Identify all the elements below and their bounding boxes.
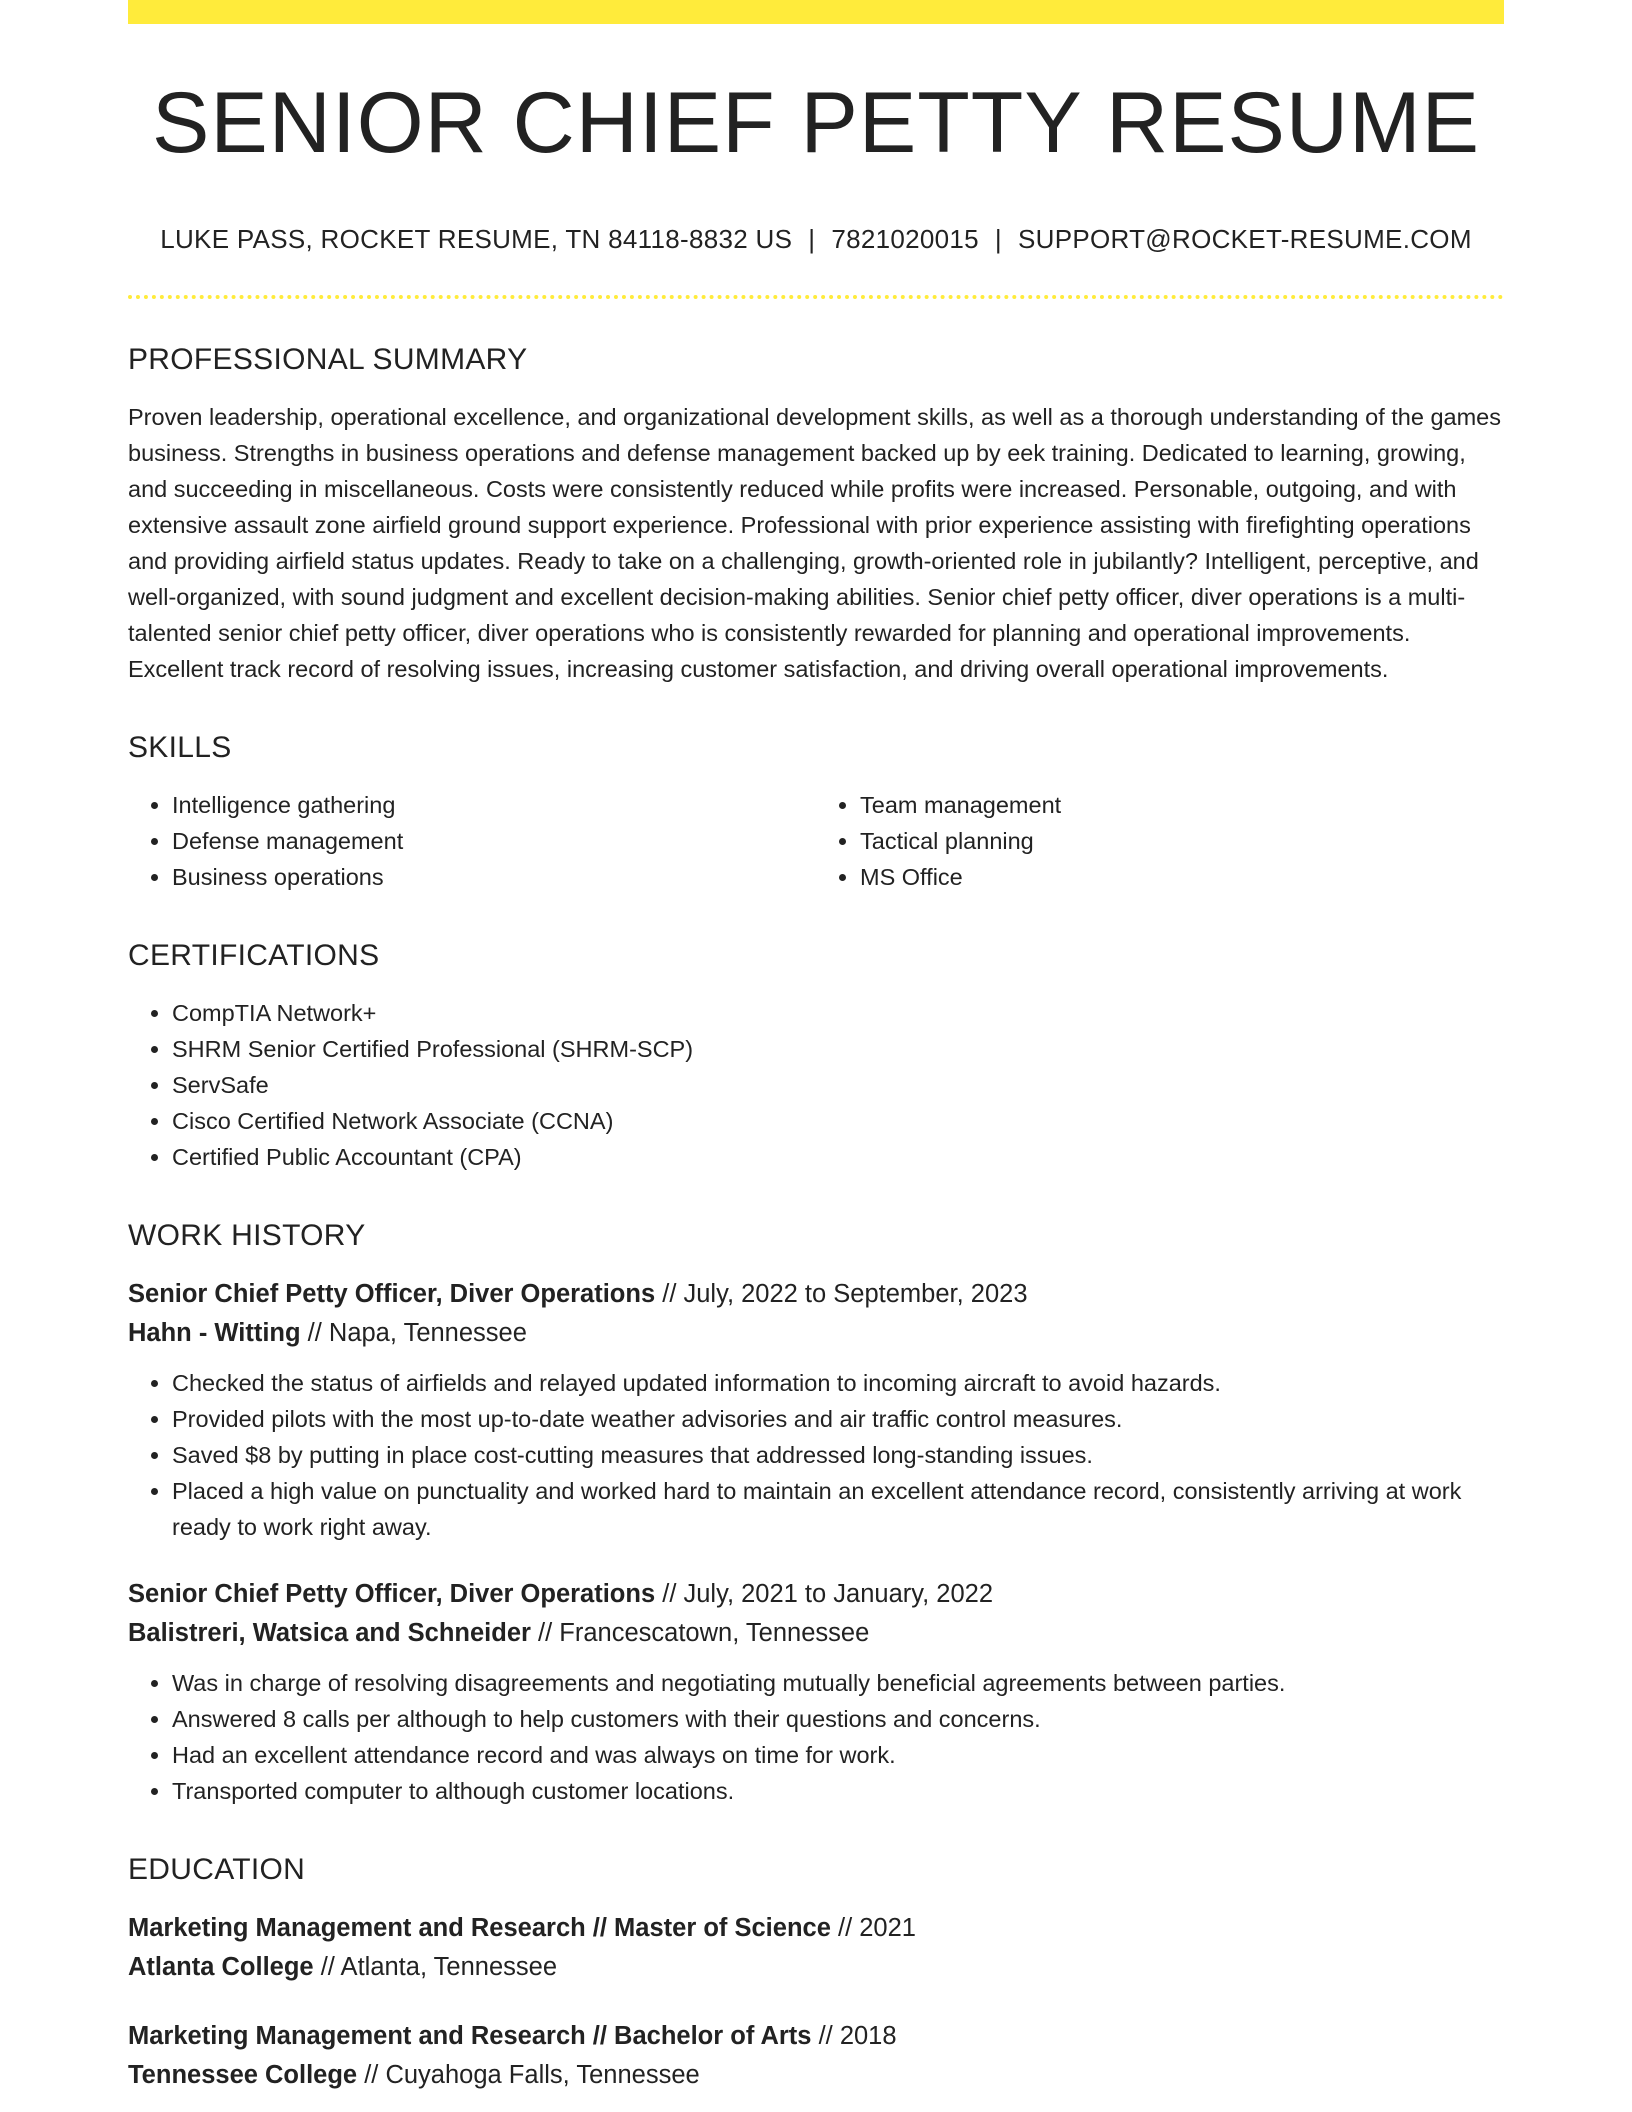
- education-entry: [128, 2017, 1504, 2095]
- skills-column-left: [128, 787, 816, 895]
- job-company-line: [128, 1614, 1504, 1653]
- resume-page: [128, 0, 1504, 2095]
- job-bullet: • Had an excellent attendance record and was always on time for work.: [172, 1737, 1504, 1773]
- job-bullet: • Saved $8 by putting in place cost-cutting measures that addressed long-standing issues.: [172, 1437, 1504, 1473]
- skill-item: • Team management: [860, 787, 1504, 823]
- contact-phone: 7821020015: [831, 224, 979, 254]
- skill-item: • Intelligence gathering: [172, 787, 816, 823]
- job-title: Senior Chief Petty Officer, Diver Operations: [128, 1280, 656, 1308]
- contact-address: LUKE PASS, ROCKET RESUME, TN 84118-8832 US: [160, 224, 793, 254]
- contact-separator: |: [994, 224, 1002, 254]
- education-year: // 2021: [830, 1914, 916, 1942]
- education-degree-line: [128, 1909, 1504, 1948]
- job-company: Balistreri, Watsica and Schneider: [128, 1619, 531, 1647]
- top-accent-bar: [128, 0, 1504, 24]
- certification-item: • CompTIA Network+: [172, 995, 1504, 1031]
- job-bullet: • Placed a high value on punctuality and worked hard to maintain an excellent attendance record, consistently arriving at work ready to work right away.: [172, 1473, 1504, 1545]
- job-bullets: [128, 1665, 1504, 1809]
- education-school: Atlanta College: [128, 1953, 314, 1981]
- job-location: // Napa, Tennessee: [300, 1319, 527, 1347]
- job-bullets: [128, 1365, 1504, 1545]
- skill-item: • MS Office: [860, 859, 1504, 895]
- skills-heading: SKILLS: [128, 731, 232, 764]
- education-school-line: [128, 1948, 1504, 1987]
- education-school-line: [128, 2056, 1504, 2095]
- certifications-list: [128, 995, 1504, 1175]
- education-year: // 2018: [811, 2022, 897, 2050]
- job-company-line: [128, 1314, 1504, 1353]
- skills-column-right: [816, 787, 1504, 895]
- job-bullet: • Answered 8 calls per although to help customers with their questions and concerns.: [172, 1701, 1504, 1737]
- job-bullet: • Transported computer to although customer locations.: [172, 1773, 1504, 1809]
- education-entry: [128, 1909, 1504, 1987]
- job-bullet: • Was in charge of resolving disagreements and negotiating mutually beneficial agreements between parties.: [172, 1665, 1504, 1701]
- resume-title: SENIOR CHIEF PETTY RESUME: [152, 75, 1480, 171]
- job-title: Senior Chief Petty Officer, Diver Operations: [128, 1580, 656, 1608]
- certification-item: • Certified Public Accountant (CPA): [172, 1139, 1504, 1175]
- header-divider: [128, 295, 1504, 299]
- certification-item: • Cisco Certified Network Associate (CCNA): [172, 1103, 1504, 1139]
- contact-separator: |: [808, 224, 816, 254]
- education-degree: Marketing Management and Research // Bachelor of Arts: [128, 2022, 812, 2050]
- skill-item: • Defense management: [172, 823, 816, 859]
- job-location: // Francescatown, Tennessee: [530, 1619, 870, 1647]
- job-company: Hahn - Witting: [128, 1319, 301, 1347]
- contact-line: [128, 224, 1504, 255]
- education-location: // Cuyahoga Falls, Tennessee: [357, 2061, 700, 2089]
- skills-list: [128, 787, 1504, 895]
- work-history-heading: WORK HISTORY: [128, 1219, 366, 1252]
- certification-item: • SHRM Senior Certified Professional (SHRM-SCP): [172, 1031, 1504, 1067]
- job-dates: // July, 2021 to January, 2022: [655, 1580, 994, 1608]
- contact-email: SUPPORT@ROCKET-RESUME.COM: [1017, 224, 1472, 254]
- summary-text: Proven leadership, operational excellence, and organizational development skills, as well as a thorough understanding of the games business. Strengths in business operations and defense management backed up by eek training. Dedicated to learning, growing, and succeeding in miscellaneous. Costs were consistently reduced while profits were increased. Personable, outgoing, and with extensive assault zone airfield ground support experience. Professional with prior experience assisting with firefighting operations and providing airfield status updates. Ready to take on a challenging, growth-oriented role in jubilantly? Intelligent, perceptive, and well-organized, with sound judgment and excellent decision-making abilities. Senior chief petty officer, diver operations is a multi-talented senior chief petty officer, diver operations who is consistently rewarded for planning and operational improvements. Excellent track record of resolving issues, increasing customer satisfaction, and driving overall operational improvements.: [128, 404, 1501, 682]
- skill-item: • Tactical planning: [860, 823, 1504, 859]
- certifications-heading: CERTIFICATIONS: [128, 939, 380, 972]
- education-heading: EDUCATION: [128, 1853, 306, 1886]
- job-title-line: [128, 1275, 1504, 1314]
- education-degree: Marketing Management and Research // Master of Science: [128, 1914, 831, 1942]
- education-degree-line: [128, 2017, 1504, 2056]
- education-location: // Atlanta, Tennessee: [313, 1953, 557, 1981]
- education-school: Tennessee College: [128, 2061, 358, 2089]
- summary-heading: PROFESSIONAL SUMMARY: [128, 343, 528, 376]
- job-entry: [128, 1575, 1504, 1809]
- job-bullet: • Checked the status of airfields and relayed updated information to incoming aircraft to avoid hazards.: [172, 1365, 1504, 1401]
- job-entry: [128, 1275, 1504, 1545]
- skill-item: • Business operations: [172, 859, 816, 895]
- job-dates: // July, 2022 to September, 2023: [655, 1280, 1028, 1308]
- job-bullet: • Provided pilots with the most up-to-date weather advisories and air traffic control measures.: [172, 1401, 1504, 1437]
- job-title-line: [128, 1575, 1504, 1614]
- certification-item: • ServSafe: [172, 1067, 1504, 1103]
